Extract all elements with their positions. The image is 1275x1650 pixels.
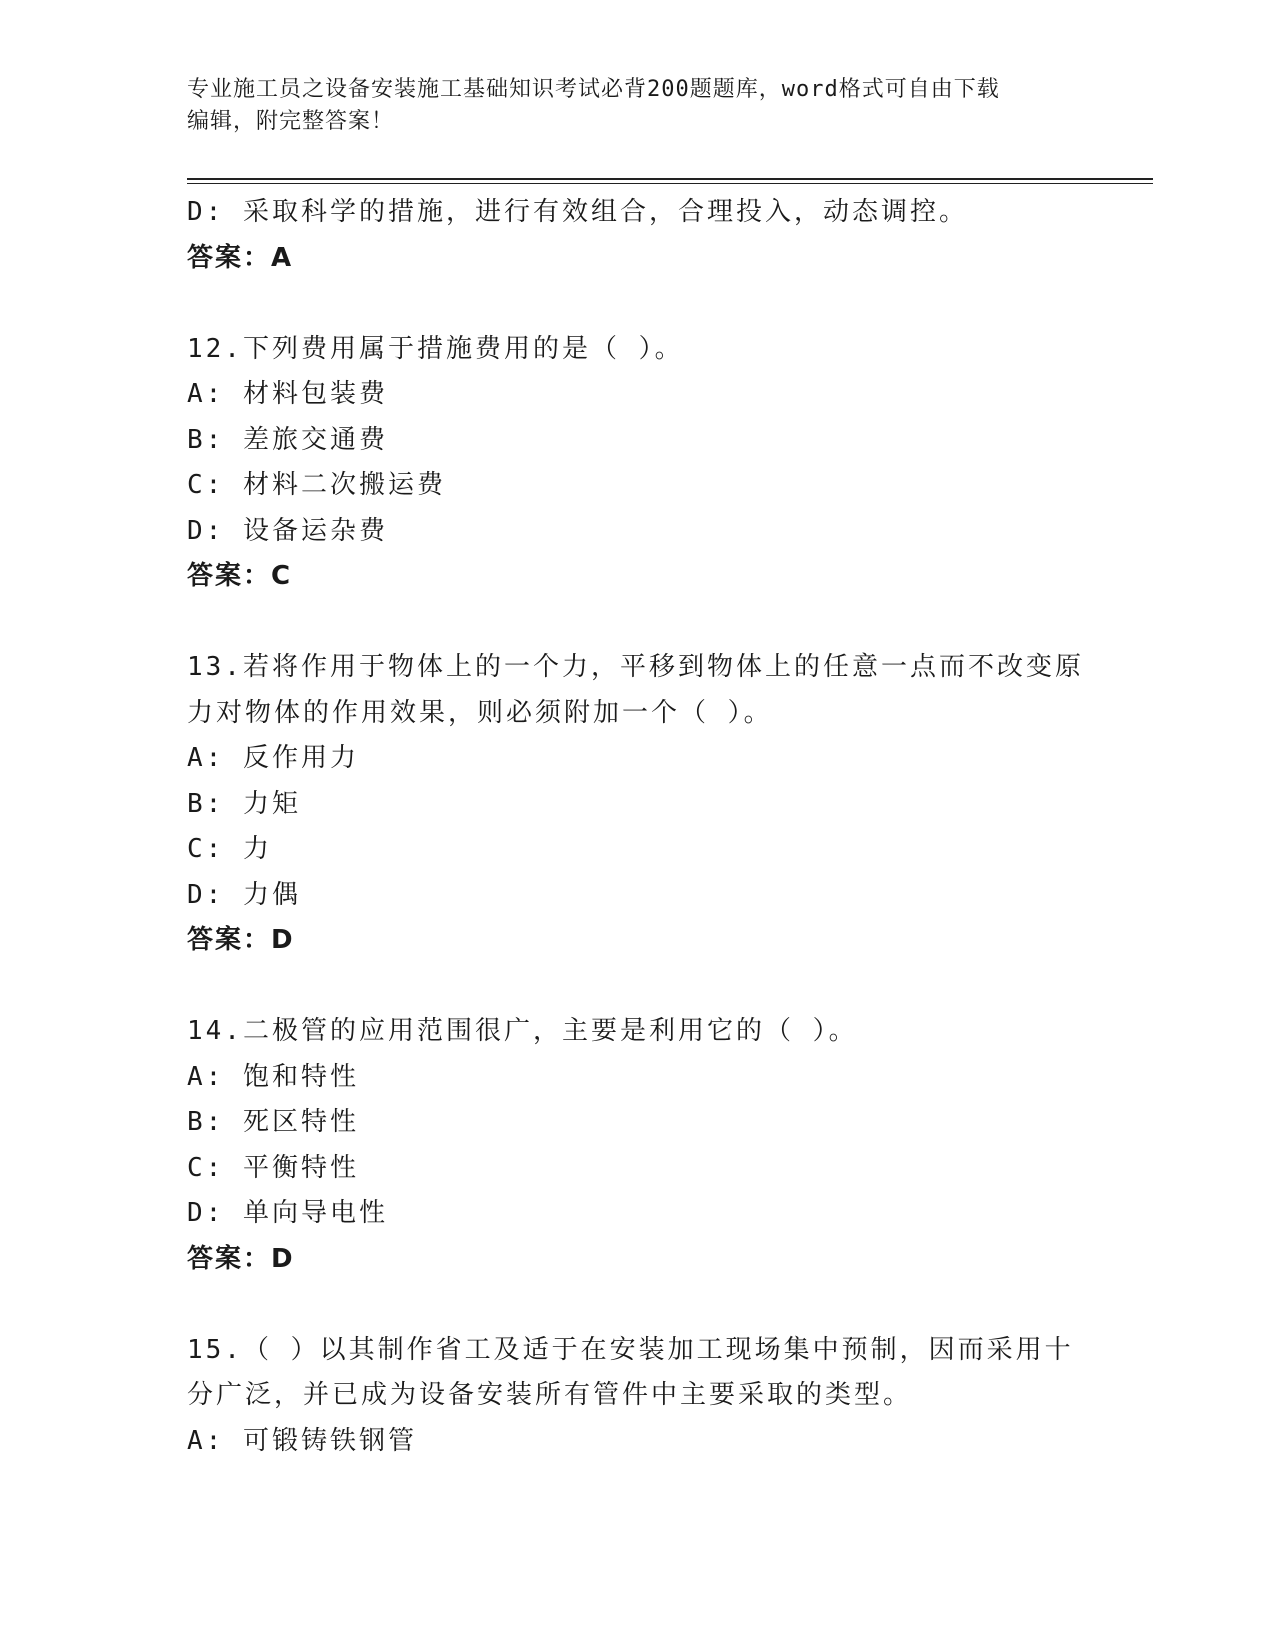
spacer xyxy=(187,1282,1087,1328)
page-header xyxy=(187,74,1067,138)
option-b: B: 力矩 xyxy=(187,788,301,819)
question-14 xyxy=(187,1009,1087,1282)
answer-label: 答案：A xyxy=(187,242,294,273)
question-12 xyxy=(187,327,1087,600)
option-d: D: 采取科学的措施，进行有效组合，合理投入，动态调控。 xyxy=(187,197,968,227)
spacer xyxy=(187,281,1087,327)
question-11-tail xyxy=(187,190,1087,281)
option-a: A: 反作用力 xyxy=(187,743,359,773)
option-c: C: 力 xyxy=(187,834,272,864)
header-divider-thick xyxy=(187,178,1153,180)
question-15 xyxy=(187,1328,1087,1465)
option-c: C: 材料二次搬运费 xyxy=(187,470,446,500)
question-stem: 12.下列费用属于措施费用的是（ ）。 xyxy=(187,333,684,364)
question-stem: 14.二极管的应用范围很广，主要是利用它的（ ）。 xyxy=(187,1016,858,1046)
option-d: D: 单向导电性 xyxy=(187,1198,388,1228)
option-a: A: 可锻铸铁钢管 xyxy=(187,1425,417,1456)
spacer xyxy=(187,600,1087,646)
option-d: D: 设备运杂费 xyxy=(187,515,388,546)
header-title-line-1: 专业施工员之设备安装施工基础知识考试必背200题题库，word格式可自由下载 xyxy=(187,77,1000,102)
question-13 xyxy=(187,645,1087,964)
question-list xyxy=(187,190,1087,1464)
header-divider-thin xyxy=(187,183,1153,184)
question-stem-line-2: 分广泛，并已成为设备安装所有管件中主要采取的类型。 xyxy=(187,1380,913,1410)
answer-label: 答案：D xyxy=(187,925,295,955)
answer-label: 答案：D xyxy=(187,1243,295,1274)
option-a: A: 饱和特性 xyxy=(187,1061,359,1092)
answer-label: 答案：C xyxy=(187,561,293,591)
question-stem-line-1: 13.若将作用于物体上的一个力，平移到物体上的任意一点而不改变原 xyxy=(187,652,1084,682)
option-b: B: 差旅交通费 xyxy=(187,424,388,455)
question-stem-line-1: 15.（ ）以其制作省工及适于在安装加工现场集中预制，因而采用十 xyxy=(187,1334,1074,1365)
spacer xyxy=(187,964,1087,1010)
option-d: D: 力偶 xyxy=(187,879,301,910)
question-stem-line-2: 力对物体的作用效果，则必须附加一个（ ）。 xyxy=(187,697,773,728)
option-b: B: 死区特性 xyxy=(187,1107,359,1137)
header-title-line-2: 编辑，附完整答案！ xyxy=(187,109,395,134)
option-c: C: 平衡特性 xyxy=(187,1152,359,1183)
option-a: A: 材料包装费 xyxy=(187,379,388,409)
